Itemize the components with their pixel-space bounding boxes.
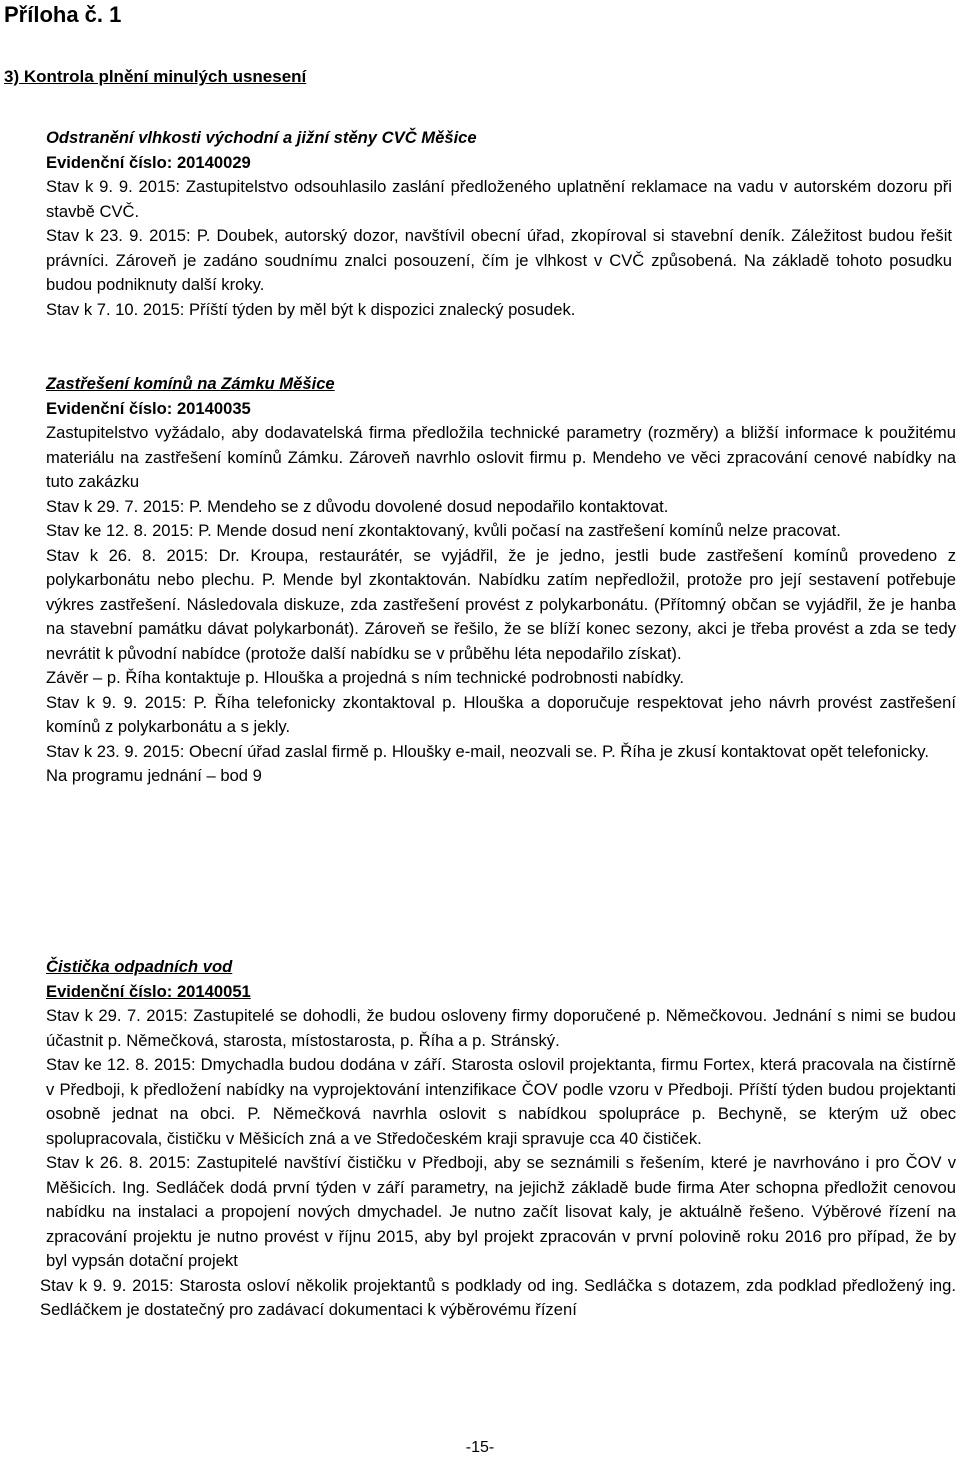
item-title: Čistička odpadních vod (46, 957, 233, 976)
status-paragraph: Stav k 7. 10. 2015: Příští týden by měl být k dispozici znalecký posudek. (46, 299, 576, 319)
status-paragraph: Stav k 23. 9. 2015: Obecní úřad zaslal firmě p. Hloušky e-mail, neozvali se. P. Říha je zkusí kontaktovat opět telefonicky. (46, 741, 929, 761)
evidence-number: Evidenční číslo: 20140051 (46, 981, 251, 1001)
status-paragraph: Stav k 29. 7. 2015: P. Mendeho se z důvodu dovolené dosud nepodařilo kontaktovat. (46, 496, 669, 516)
status-paragraph: Stav k 23. 9. 2015: P. Doubek, autorský dozor, navštívil obecní úřad, zkopíroval si stavební deník. Záležitost budou řešit právníci. Zároveň je zadáno soudnímu znalci posouzení, čím je vlhkost v CVČ způsobená. Na základě tohoto posudku budou podniknuty další kroky. (46, 226, 952, 294)
evidence-number: Evidenční číslo: 20140029 (46, 152, 251, 172)
section-heading: 3) Kontrola plnění minulých usnesení (4, 67, 307, 86)
evidence-number: Evidenční číslo: 20140035 (46, 398, 251, 418)
item-title: Odstranění vlhkosti východní a jižní stěny CVČ Měšice (46, 128, 477, 147)
section-wastewater-plant (40, 955, 956, 1323)
section-cvc-humidity (4, 126, 952, 322)
page-number: -15- (465, 1439, 495, 1456)
section-chimney-roofing (46, 372, 956, 789)
status-paragraph: Stav k 26. 8. 2015: Zastupitelé navštíví čističku v Předboji, aby se seznámili s řešením, které je navrhováno i pro ČOV v Měšicích. Ing. Sedláček dodá první týden v září parametry, na jejichž základě bude firma Ater schopna předložit cenovou nabídku na instalaci a propojení nových dmychadel. Je nutno začít lisovat kaly, je aktuálně řešeno. Výběrové řízení na zpracování projektu je nutno provést v říjnu 2015, aby byl projekt zpracován v první polovině roku 2016 pro případ, že by byl vypsán dotační projekt (46, 1153, 956, 1270)
status-paragraph: Zastupitelstvo vyžádalo, aby dodavatelská firma předložila technické parametry (rozměry) a bližší informace k použitému materiálu na zastřešení komínů Zámku. Zároveň navrhlo oslovit firmu p. Mendeho ve věci zpracování cenové nabídky na tuto zakázku (46, 423, 956, 491)
status-paragraph: Stav k 26. 8. 2015: Dr. Kroupa, restaurátér, se vyjádřil, že je jedno, jestli bude zastřešení komínů provedeno z polykarbonátu nebo plechu. P. Mende byl zkontaktován. Nabídku zatím nepředložil, protože pro její sestavení potřebuje výkres zastřešení. Následovala diskuze, zda zastřešení provést z polykarbonátu. (Přítomný občan se vyjádřil, že je hanba na stavební památku dávat polykarbonát). Zároveň se řešilo, že se blíží konec sezony, akci je třeba provést a zda se tedy nevrátit k původní nabídce (protože další nabídku se v průběhu léta nepodařilo získat). (46, 545, 956, 663)
status-paragraph: Stav k 9. 9. 2015: Starosta osloví několik projektantů s podklady od ing. Sedláčka s dotazem, zda podklad předložený ing. Sedláčkem je dostatečný pro zadávací dokumentaci k výběrovému řízení (40, 1275, 956, 1319)
status-paragraph: Stav k 29. 7. 2015: Zastupitelé se dohodli, že budou osloveny firmy doporučené p. Němečkovou. Jednání s nimi se budou účastnit p. Němečková, starosta, místostarosta, p. Říha a p. Stránský. (46, 1006, 956, 1050)
status-paragraph: Stav k 9. 9. 2015: Zastupitelstvo odsouhlasilo zaslání předloženého uplatnění reklamace na vadu v autorském dozoru při stavbě CVČ. (46, 177, 952, 221)
status-paragraph: Na programu jednání – bod 9 (46, 766, 262, 785)
item-title: Zastřešení komínů na Zámku Měšice (46, 374, 335, 393)
status-paragraph: Závěr – p. Říha kontaktuje p. Hlouška a projedná s ním technické podrobnosti nabídky. (46, 668, 684, 687)
status-paragraph: Stav ke 12. 8. 2015: Dmychadla budou dodána v září. Starosta oslovil projektanta, firmu Fortex, která pracovala na čistírně v Předboji, k předložení nabídky na vyprojektování intenzifikace ČOV podle vzoru v Předboji. Příští týden budou projektanti osobně jednat na obci. P. Němečková navrhla oslovit s nabídkou spolupráce p. Bechyně, se kterým už obec spolupracovala, čističku v Měšicích zná a ve Středočeském kraji spravuje cca 40 čističek. (46, 1055, 956, 1148)
page-title: Příloha č. 1 (4, 2, 122, 27)
status-paragraph: Stav ke 12. 8. 2015: P. Mende dosud není zkontaktovaný, kvůli počasí na zastřešení komínů nelze pracovat. (46, 521, 841, 540)
status-paragraph: Stav k 9. 9. 2015: P. Říha telefonicky zkontaktoval p. Hlouška a doporučuje respektovat jeho návrh provést zastřešení komínů z polykarbonátu a s jekly. (46, 692, 956, 736)
